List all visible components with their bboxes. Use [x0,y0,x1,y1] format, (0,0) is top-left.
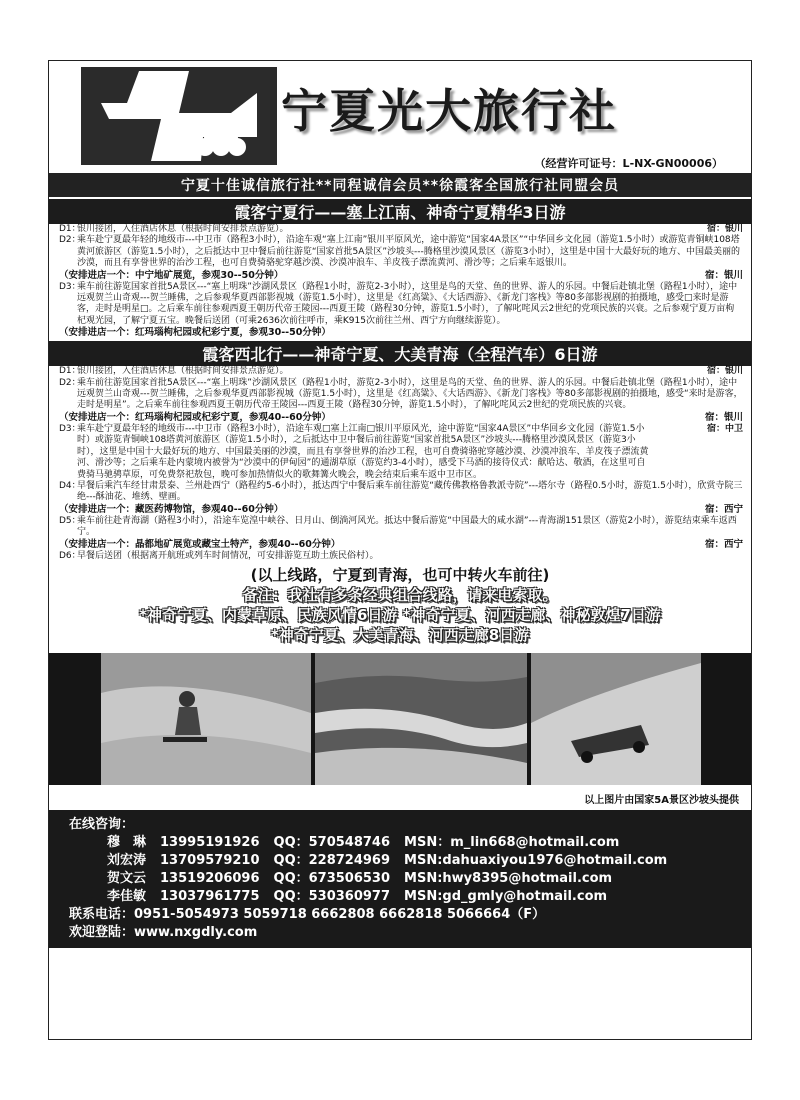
day-label: D3： [59,423,81,434]
contact-msn: MSN：m_lin668@hotmail.com [404,834,620,850]
tour1-day1 [49,224,751,235]
day-label: D6： [59,550,81,561]
contact-person [69,852,741,870]
tour1-title: 霞客宁夏行——塞上江南、神奇宁夏精华3日游 [49,199,751,224]
tour1-shop2 [49,327,751,339]
stay-location: 宿：银川 [704,411,743,423]
day-text: 早餐后乘汽车经甘肃景泰、兰州赴西宁（路程约5-6小时），抵达西宁中餐后乘车前往游览“藏传佛教格鲁教派寺院”---塔尔寺（路程0.5小时，游览1.5小时），欣赏寺院三绝---酥油花、堆绣、壁画。 [77,480,743,503]
contact-person [69,834,741,852]
day-text: 银川接团，入住酒店休息（根据时间安排景点游览）。 [77,366,289,377]
contact-phone: 13709579210 [160,852,260,868]
tour1-day2 [49,235,751,269]
tour2-day2 [49,378,751,412]
contact-section [49,810,751,948]
contact-qq: QQ：570548746 [273,834,391,850]
day-text: 乘车前往赴青海湖（路程3小时），沿途车览湟中峡谷、日月山、倒淌河风光。抵达中餐后游览“中国最大的咸水湖”---青海湖151景区（游览2小时），游览结束乘车返西宁。 [77,515,737,538]
contact-qq: QQ：530360977 [273,888,391,904]
license-number: （经营许可证号：L-NX-GN00006） [534,157,723,170]
contact-name: 李佳敏 [107,888,147,904]
stay-location: 宿：银川 [706,366,743,377]
day-text: 乘车前往游览国家首批5A景区---“塞上明珠”沙湖风景区（路程1小时，游览2-3小时），这里是鸟的天堂、鱼的世界、游人的乐园。中餐后赴镇北堡（路程1小时），途中远观贺兰山奇观---贺兰睡佛，之后参观华夏西部影视城（游览1.5小时），这里是《红高粱》、《大话西游》、《新龙门客栈》等80多部影视剧的拍摄地，感受□来时是游客，走时是明星□。之后乘车前往参观西夏王朝历代帝王陵园---西夏王陵（路程30分钟，游览1.5小时），了解叱咤风云2世纪的党项民族的兴衰。之后参观宁夏万亩枸杞观光园，了解宁夏五宝。晚餐后送团（可乘2636次前往呼市，乘K915次前往兰州、西宁方向继续游览）。 [77,281,738,326]
day-text: 银川接团，入住酒店休息（根据时间安排景点游览）。 [77,224,289,234]
contact-msn: MSN:gd_gmly@hotmail.com [404,888,608,904]
day-text: 乘车前往游览国家首批5A景区---“塞上明珠”沙湖风景区（路程1小时，游览2-3小时），这里是鸟的天堂、鱼的世界、游人的乐园。中餐后赴镇北堡（路程1小时），途中远观贺兰山奇观---贺兰睡佛，之后参观华夏西部影视城（游览1.5小时），这里是《红高粱》、《大话西游》、《新龙门客栈》等80多部影视剧的拍摄地，感受“来时是游客，走时是明星”。之后乘车前往参观西夏王朝历代帝王陵园---西夏王陵（路程30分钟，游览1.5小时），了解叱咤风云2世纪的党项民族的兴衰。 [77,377,743,411]
shop-text: （安排进店一个：晶都地矿展览或藏宝土特产，参观40--60分钟） [59,538,341,550]
contact-phone: 13995191926 [160,834,260,850]
tour2-day5 [49,516,751,539]
stay-location: 宿：银川 [704,269,743,281]
tour2-day6 [49,551,751,562]
membership-banner: 宁夏十佳诚信旅行社**同程诚信会员**徐霞客全国旅行社同盟会员 [49,173,751,197]
contact-person [69,870,741,888]
flyer-page [48,60,752,1040]
day-text: 乘车赴宁夏最年轻的地级市---中卫市（路程3小时），沿途车观□塞上江南□银川平原风光，途中游览“国家4A景区”中华回乡文化园（游览1.5小时）或游览青铜峡108塔黄河旅游区（游览1.5小时），之后抵达中卫中餐后前往游览“国家首批5A景区”沙坡头---腾格里沙漠风景区（游览3小时），这里是中国十大最好玩的地方、中国最美丽的沙漠，而且有享誉世界的治沙工程，也可自费骑骆驼穿越沙漠、沙漠冲浪车、羊皮筏子漂流黄河、滑沙等；之后乘车赴内蒙境内被誉为“沙漠中的伊甸园”的通湖草原（游览约3-4小时），感受下马酒的接待仪式：献哈达、敬酒，在这里可自费骑马驰骋草原，可免费祭祀敖包，晚可参加热情似火的歌舞篝火晚会，晚会结束后乘车返中卫市区。 [77,423,649,480]
photo-strip [49,653,751,785]
sand-sliding-photo [101,653,311,785]
desert-vehicle-photo [531,653,701,785]
contact-title: 在线咨询： [69,816,135,832]
contact-name: 刘宏涛 [107,852,147,868]
header [49,61,751,173]
agency-name: 宁夏光大旅行社 [281,84,617,138]
shop-text: （安排进店一个：红玛瑙枸杞园或杞彩宁夏，参观40--60分钟） [59,411,331,423]
tour1-day3 [49,282,751,328]
contact-qq: QQ：228724969 [273,852,391,868]
yellow-river-photo [315,653,527,785]
contact-phones: 联系电话：0951-5054973 5059718 6662808 6662818 5066664（F） [69,906,546,922]
contact-msn: MSN:hwy8395@hotmail.com [404,870,613,886]
tour2-shop2 [49,504,751,516]
combo-routes-line: *神奇宁夏、大美青海、河西走廊8日游 [270,625,530,644]
tour2-day4 [49,481,751,504]
photo-credit: 以上图片由国家5A景区沙坡头提供 [584,794,739,806]
stay-location: 宿：中卫 [706,423,743,434]
tour2-day3 [49,424,751,481]
tour1-shop1 [49,270,751,282]
tour2-shop3 [49,539,751,551]
routes-note: (以上线路，宁夏到青海，也可中转火车前往) [250,565,550,584]
day-text: 早餐后送团（根据离开航班或列车时间情况，可安排游览互助土族民俗村）。 [77,550,379,561]
stay-location: 宿：西宁 [704,538,743,550]
contact-phone: 13037961775 [160,888,260,904]
shop-text: （安排进店一个：红玛瑙枸杞园或杞彩宁夏，参观30--50分钟） [59,327,331,339]
brand-logo [81,67,277,165]
contact-phone: 13519206096 [160,870,260,886]
stay-location: 宿：银川 [706,224,743,234]
day-label: D4： [59,480,81,491]
day-label: D1： [59,366,81,377]
contact-person [69,888,741,906]
day-label: D1： [59,224,81,234]
shop-text: （安排进店一个：藏医药博物馆，参观40--60分钟） [59,503,284,515]
tour2-shop1 [49,412,751,424]
tour2-title: 霞客西北行——神奇宁夏、大美青海（全程汽车）6日游 [49,341,751,366]
contact-qq: QQ：673506530 [273,870,391,886]
shop-text: （安排进店一个：中宁地矿展览，参观30--50分钟） [59,269,284,281]
day-label: D5： [59,515,81,526]
contact-name: 贺文云 [107,870,147,886]
day-label: D2： [59,235,81,246]
contact-name: 穆 琳 [107,834,147,850]
remark-line: 备注：我社有多条经典组合线路，请来电索取。 [242,585,558,604]
day-label: D3： [59,281,81,292]
day-text: 乘车赴宁夏最年轻的地级市---中卫市（路程3小时），沿途车观“塞上江南”银川平原风光，途中游览“国家4A景区”“中华回乡文化园（游览1.5小时）或游览青铜峡108塔黄河旅游区（游览1.5小时），之后抵达中卫中餐后前往游览“国家首批5A景区”沙坡头---腾格里沙漠风景区（游览3小时），这里是中国十大最好玩的地方、中国最美丽的沙漠，而且有享誉世界的治沙工程，也可自费骑骆驼穿越沙漠、沙漠冲浪车、羊皮筏子漂流黄河、滑沙等；之后乘车返银川。 [77,235,740,269]
website: 欢迎登陆：www.nxgdly.com [69,924,258,940]
day-label: D2： [59,377,81,388]
contact-msn: MSN:dahuaxiyou1976@hotmail.com [404,852,668,868]
stay-location: 宿：西宁 [704,503,743,515]
tour2-day1 [49,366,751,377]
combo-routes-line: *神奇宁夏、内蒙草原、民族风情6日游 *神奇宁夏、河西走廊、神秘敦煌7日游 [139,605,661,624]
